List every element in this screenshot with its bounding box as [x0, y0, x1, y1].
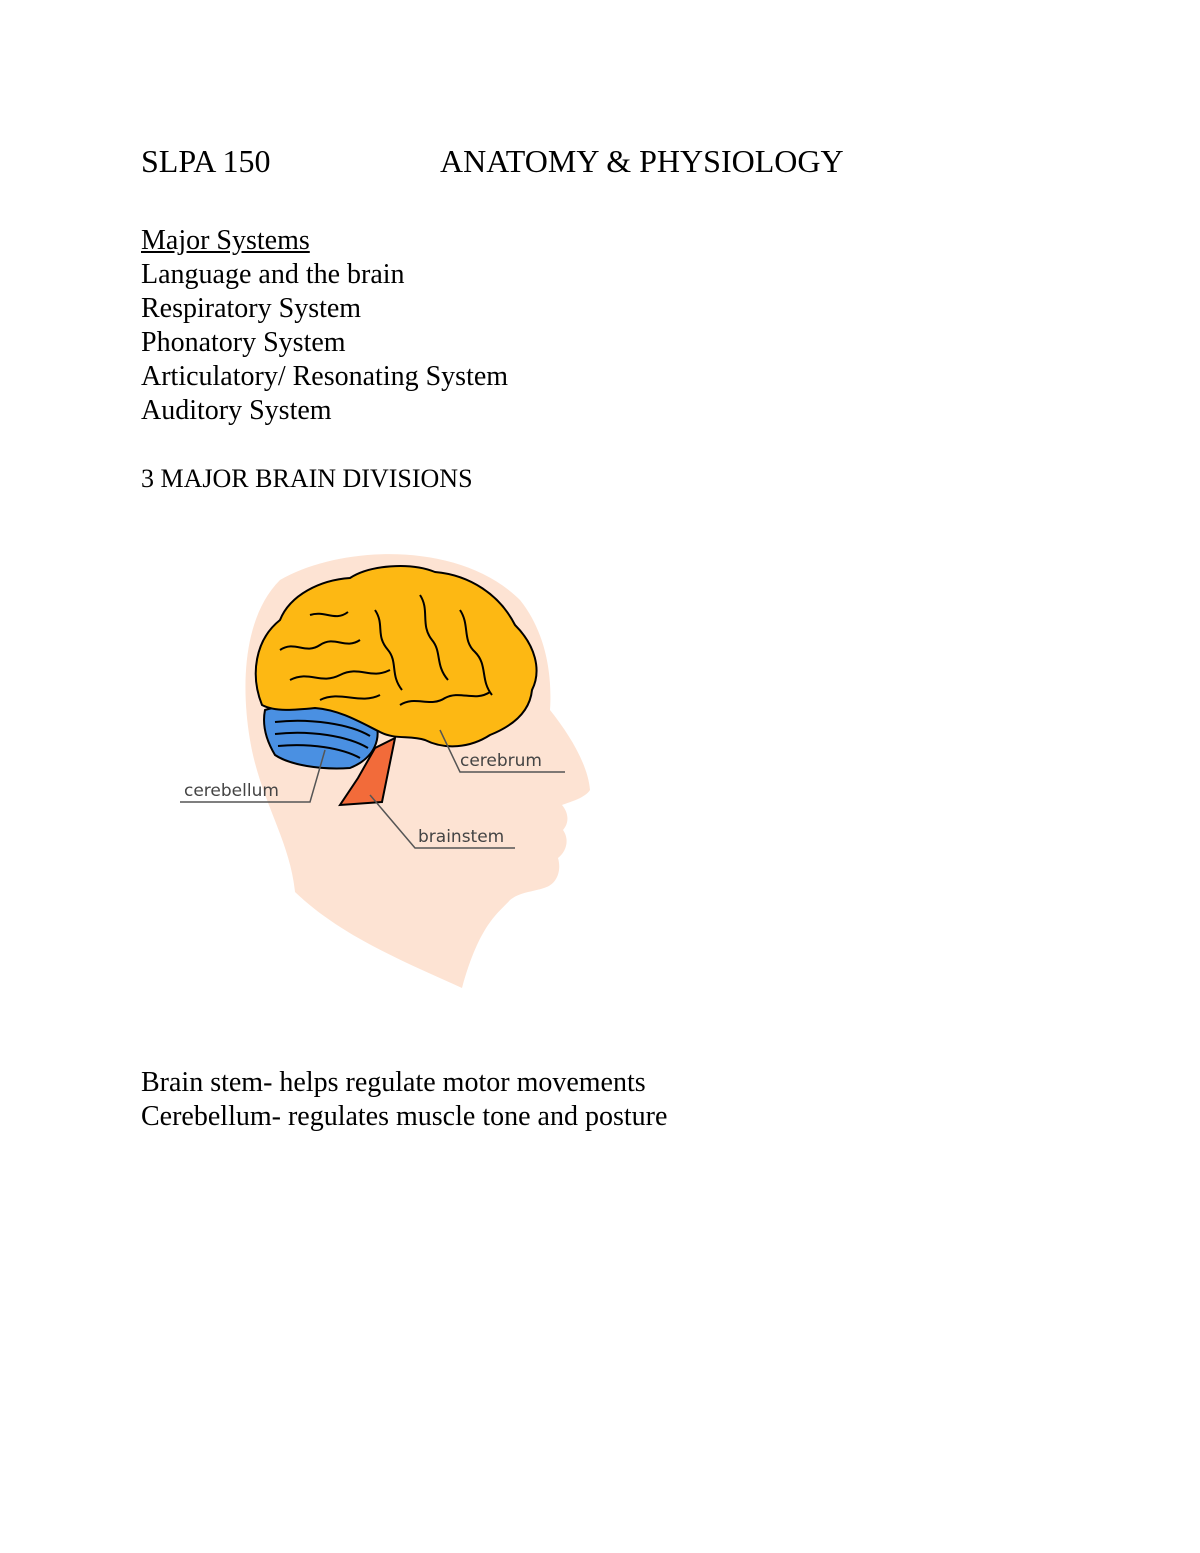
major-systems-heading: Major Systems	[141, 225, 310, 256]
cerebrum-label: cerebrum	[460, 751, 542, 771]
system-item: Language and the brain	[141, 259, 405, 290]
brain-divisions-heading: 3 MAJOR BRAIN DIVISIONS	[141, 464, 473, 493]
system-item: Phonatory System	[141, 327, 346, 358]
system-item: Articulatory/ Resonating System	[141, 361, 509, 392]
document-title: ANATOMY & PHYSIOLOGY	[440, 143, 844, 179]
course-code: SLPA 150	[141, 143, 271, 179]
cerebellum-note: Cerebellum- regulates muscle tone and posture	[141, 1101, 668, 1132]
system-item: Auditory System	[141, 395, 332, 426]
brain-diagram	[170, 540, 610, 1000]
cerebellum-label: cerebellum	[184, 781, 279, 801]
brain-stem-note: Brain stem- helps regulate motor movements	[141, 1067, 646, 1098]
system-item: Respiratory System	[141, 293, 362, 324]
notes-list	[141, 1066, 667, 1134]
brainstem-label: brainstem	[418, 827, 505, 847]
major-systems-list	[141, 258, 508, 428]
